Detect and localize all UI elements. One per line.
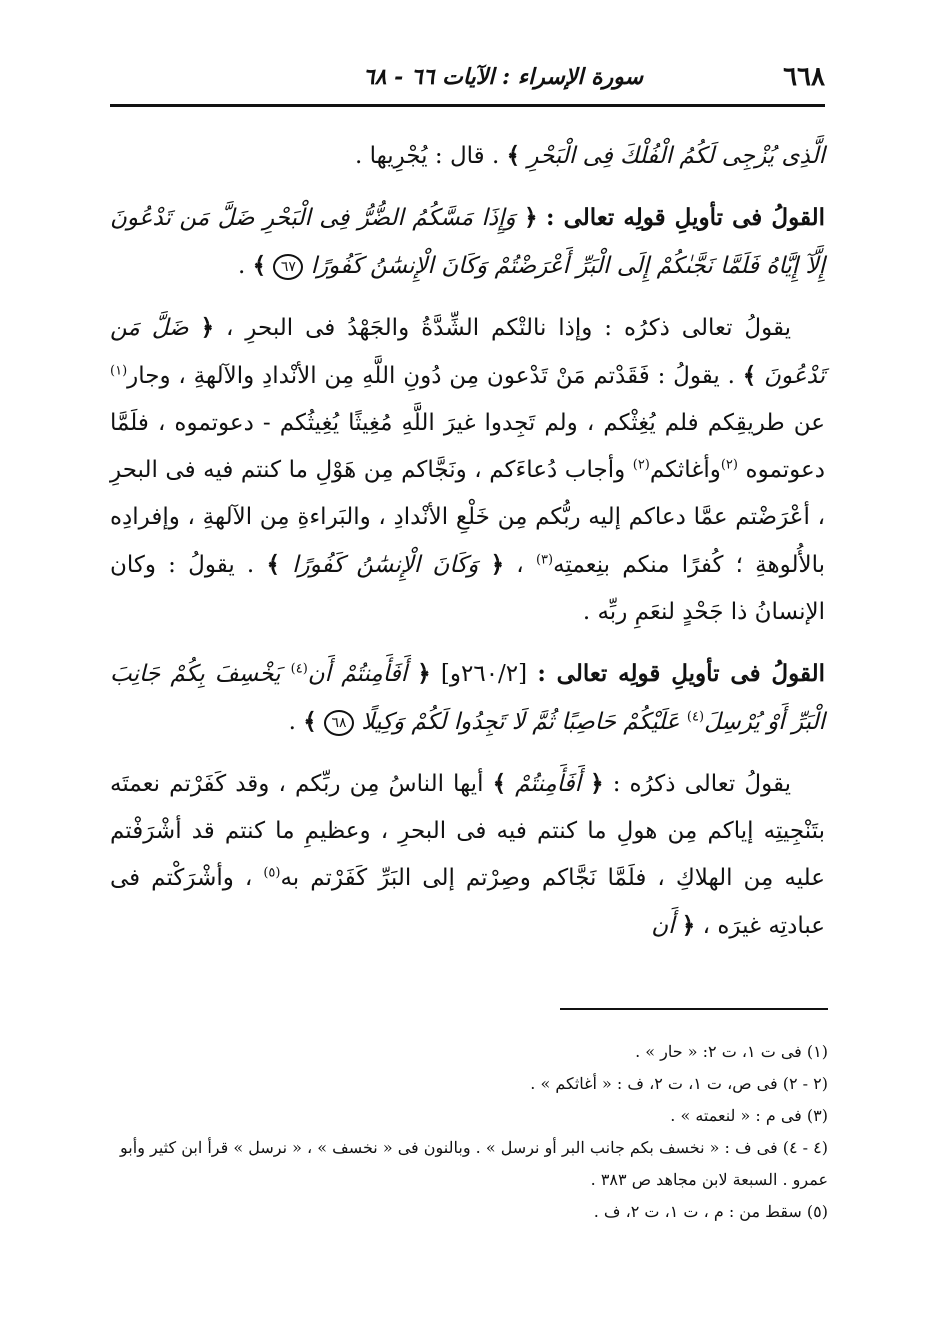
page-header [110,52,825,102]
footnote-ref: (٣) [535,552,554,568]
footnote-ref: (٢) [632,457,650,473]
ornament-close: ﴾ [742,362,757,389]
quran-verse: أَفَأَمِنتُمْ أَن [307,661,408,687]
footnote-5: (٥) سقط من : م ، ت ١، ت ٢، ف . [593,1202,828,1221]
commentary-text: يقولُ تعالى ذكرُه : [612,771,791,797]
footnotes [110,1036,828,1228]
commentary-text: يقولُ تعالى ذكرُه : وإذا نالتْكم الشِّدَّةُ والجَهْدُ فى البحرِ ، [225,315,792,341]
commentary-text: وأغاثكم [649,457,721,483]
quran-verse: وَإِذَا مَسَّكُمُ الضُّرُّ فِى الْبَحْرِ ضَلَّ مَن تَدْعُونَ إِلَّآ إِيَّاهُ فَلَمَّا نَجَّىٰكُمْ إِلَى الْبَرِّ أَعْرَضْتُمْ وَكَانَ الْإِنسَٰنُ كَفُورًا [110,205,825,279]
ornament-open: ﴿ [490,551,505,578]
commentary-text: ، وأشْرَكْتم فى عبادتِه غيرَه ، [110,865,825,939]
quran-quote: أَفَأَمِنتُمْ [515,771,582,797]
section-heading: القولُ فى تأويلِ قولِه تعالى : [537,660,826,687]
footnote-ref: (٥) [263,865,281,881]
quran-quote: أَن [651,913,675,939]
footnote-4: (٤ - ٤) فى ف : « نخسف بكم جانب البر أو نرسل » . وبالنون فى « نخسف » ، « نرسل » قرأ ابن كثير وأبو عمرو . السبعة لابن مجاهد ص ٣٨٣ . [120,1138,828,1189]
footnote-ref: (٤) [686,709,705,725]
footnote-1: (١) فى ت ١، ت ٢: « حار » . [635,1042,828,1061]
ornament-open: ﴿ [681,912,696,939]
ornament-close: ﴾ [492,770,507,797]
header-rule [110,104,825,107]
footnote-ref: (٢) [720,457,738,473]
commentary-text: وأجاب دُعاءَكم ، ونَجَّاكم مِن هَوْلِ ما كنتم فيه فى البحرِ ، أعْرَضْتم عمَّا دعاكم إليه ربُّكم مِن خَلْعِ الأنْدادِ ، والبَراءةِ مِن الآلهةِ ، وإفرادِه بالأُلوهةِ ؛ كُفرًا منكم بنِعمتِه [110,457,826,578]
verse-number-badge: ٦٧ [273,254,303,280]
paragraph-2 [110,194,825,290]
section-heading: القولُ فى تأويلِ قولِه تعالى : [545,204,826,231]
commentary-text: أيها الناسُ مِن ربِّكم ، وقد كَفَرْتم نعمتَه بتَنْجِيتِه إياكم مِن هولِ ما كنتم فيه فى البحرِ ، وعظيمِ ما كنتم قد أشْرَفْتم عليه مِن الهلاكِ ، فلَمَّا نَجَّاكم وصِرْتم إلى البَرِّ كَفَرْتم به [110,771,825,891]
ornament-close: ﴾ [506,142,521,169]
quran-verse: عَلَيْكُمْ حَاصِبًا ثُمَّ لَا تَجِدُوا لَكُمْ وَكِيلًا [361,709,680,735]
footnote-2: (٢ - ٢) فى ص، ت ١، ت ٢، ف : « أغاثكم » . [530,1074,828,1093]
punctuation: . [288,709,296,735]
ornament-close: ﴾ [303,708,317,735]
verse-number-badge: ٦٨ [324,710,354,736]
commentary-text: . يقولُ : فَقَدْتم مَنْ تَدْعون مِن دُونِ اللَّهِ مِن الأنْدادِ والآلهةِ ، وجار [127,363,735,389]
quran-quote: ضَلَّ مَن تَدْعُونَ [110,315,826,389]
footnote-rule [560,1008,828,1010]
main-text [110,132,825,950]
commentary-text: . قال : يُجْرِيها . [355,143,500,169]
ornament-open: ﴿ [590,770,604,797]
ornament-open: ﴿ [417,660,431,687]
quran-verse: الَّذِى يُزْجِى لَكُمُ الْفُلْكَ فِى الْبَحْرِ [527,143,825,169]
quran-quote: وَكَانَ الْإِنسَٰنُ كَفُورًا [292,552,479,578]
paragraph-3 [110,304,825,636]
ornament-close: ﴾ [252,252,267,279]
quran-verse: يَخْسِفَ بِكُمْ جَانِبَ الْبَرِّ أَوْ يُرْسِلَ [110,661,825,735]
punctuation: . [237,253,246,279]
ornament-open: ﴿ [524,204,538,231]
paragraph-1 [110,132,825,180]
footnote-ref: (٤) [290,661,308,677]
ornament-close: ﴾ [266,551,280,578]
footnote-ref: (١) [110,363,128,379]
paragraph-5 [110,760,825,950]
manuscript-ref: [٢٦٠/٢و] [440,661,528,687]
paragraph-4 [110,650,825,746]
commentary-text: عن طريقِكم فلم يُغِثْكم ، ولم تَجِدوا غيرَ اللَّهِ مُغِيثًا يُغِيثُكم - دعوتموه ، فلَمَّا دعوتموه [110,410,825,483]
punctuation: ، [516,552,524,578]
page-number: ٦٦٨ [783,62,825,92]
running-title: سورة الإسراء : الآيات ٦٦ - ٦٨ [362,64,644,90]
footnote-3: (٣) فى م : « لنعمته » . [670,1106,828,1125]
commentary-text: . يقولُ : وكان الإنسانُ ذا جَحْدٍ لنعَمِ ربِّه . [110,552,825,625]
ornament-open: ﴿ [200,314,215,341]
